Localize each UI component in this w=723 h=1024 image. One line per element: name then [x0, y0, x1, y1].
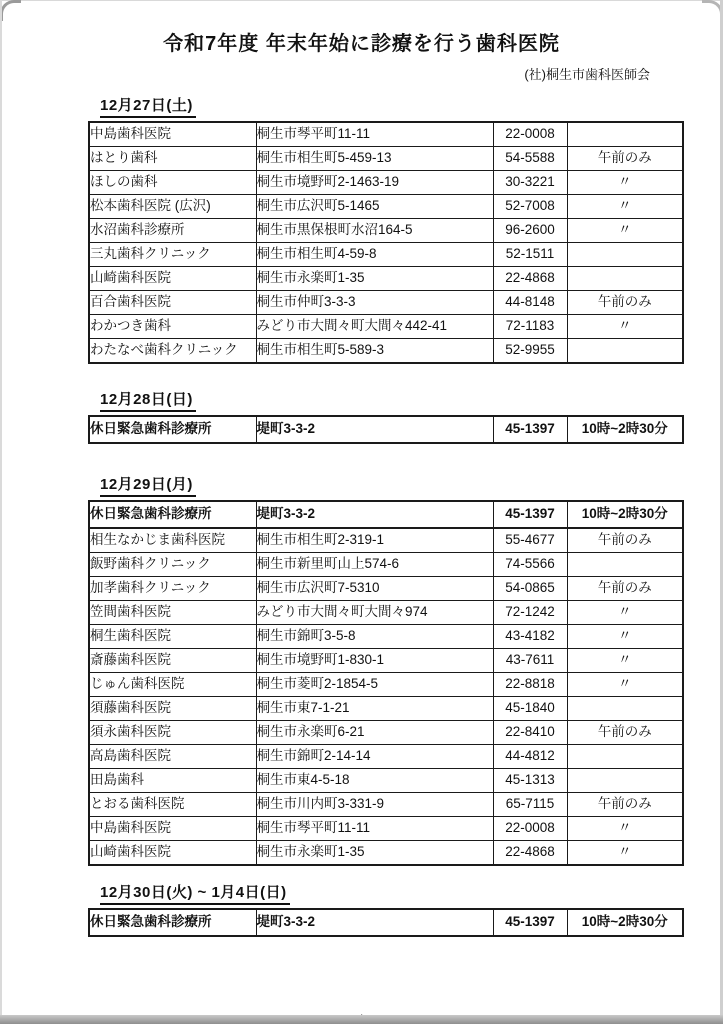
address-cell: 桐生市錦町3-5-8 — [256, 625, 493, 649]
hours-cell: 午前のみ — [567, 528, 683, 553]
table-row — [89, 315, 683, 339]
hours-cell: 午前のみ — [567, 721, 683, 745]
table-row — [89, 721, 683, 745]
address-cell: 桐生市永楽町1-35 — [256, 841, 493, 866]
hours-cell: 〃 — [567, 673, 683, 697]
address-cell: 桐生市川内町3-331-9 — [256, 793, 493, 817]
table-row — [89, 339, 683, 364]
address-cell: 堤町3-3-2 — [256, 909, 493, 936]
phone-cell: 22-0008 — [493, 122, 567, 147]
phone-cell: 52-7008 — [493, 195, 567, 219]
hours-cell: 午前のみ — [567, 291, 683, 315]
phone-cell: 22-4868 — [493, 841, 567, 866]
scan-corner-top-left — [0, 0, 21, 21]
clinic-name-cell: わたなべ歯科クリニック — [89, 339, 256, 364]
hours-cell — [567, 745, 683, 769]
table-row — [89, 528, 683, 553]
clinic-name-cell: 中島歯科医院 — [89, 817, 256, 841]
address-cell: 桐生市琴平町11-11 — [256, 817, 493, 841]
clinic-name-cell: 山崎歯科医院 — [89, 841, 256, 866]
address-cell: 桐生市境野町2-1463-19 — [256, 171, 493, 195]
address-cell: 桐生市境野町1-830-1 — [256, 649, 493, 673]
phone-cell: 43-4182 — [493, 625, 567, 649]
hours-cell: 〃 — [567, 841, 683, 866]
address-cell: 桐生市相生町5-459-13 — [256, 147, 493, 171]
clinic-name-cell: 中島歯科医院 — [89, 122, 256, 147]
address-cell: 桐生市広沢町7-5310 — [256, 577, 493, 601]
phone-cell: 52-9955 — [493, 339, 567, 364]
address-cell: 桐生市錦町2-14-14 — [256, 745, 493, 769]
phone-cell: 45-1313 — [493, 769, 567, 793]
table-row — [89, 122, 683, 147]
section-dec27 — [88, 94, 682, 364]
hours-cell: 午前のみ — [567, 577, 683, 601]
hours-cell — [567, 553, 683, 577]
clinic-table-dec27 — [88, 121, 684, 364]
clinic-name-cell: 斎藤歯科医院 — [89, 649, 256, 673]
date-heading-dec29: 12月29日(月) — [100, 473, 196, 497]
clinic-name-cell: 須永歯科医院 — [89, 721, 256, 745]
clinic-name-cell: 休日緊急歯科診療所 — [89, 416, 256, 443]
clinic-name-cell: 桐生歯科医院 — [89, 625, 256, 649]
clinic-name-cell: 飯野歯科クリニック — [89, 553, 256, 577]
phone-cell: 43-7611 — [493, 649, 567, 673]
hours-cell — [567, 769, 683, 793]
phone-cell: 22-4868 — [493, 267, 567, 291]
table-row — [89, 195, 683, 219]
table-row — [89, 769, 683, 793]
phone-cell: 45-1397 — [493, 501, 567, 528]
clinic-name-cell: 百合歯科医院 — [89, 291, 256, 315]
hours-cell: 10時~2時30分 — [567, 501, 683, 528]
date-heading-dec30-jan4: 12月30日(火) ~ 1月4日(日) — [100, 881, 290, 905]
table-row — [89, 416, 683, 443]
hours-cell: 〃 — [567, 219, 683, 243]
table-row — [89, 697, 683, 721]
table-row — [89, 841, 683, 866]
table-row — [89, 501, 683, 528]
phone-cell: 72-1183 — [493, 315, 567, 339]
table-row — [89, 793, 683, 817]
address-cell: 桐生市新里町山上574-6 — [256, 553, 493, 577]
hours-cell: 午前のみ — [567, 793, 683, 817]
table-row — [89, 553, 683, 577]
date-heading-dec27: 12月27日(土) — [100, 94, 196, 118]
address-cell: 桐生市東7-1-21 — [256, 697, 493, 721]
clinic-table-dec29 — [88, 500, 684, 866]
clinic-name-cell: 笠間歯科医院 — [89, 601, 256, 625]
phone-cell: 45-1840 — [493, 697, 567, 721]
hours-cell: 〃 — [567, 649, 683, 673]
clinic-name-cell: 相生なかじま歯科医院 — [89, 528, 256, 553]
address-cell: 桐生市永楽町6-21 — [256, 721, 493, 745]
phone-cell: 74-5566 — [493, 553, 567, 577]
page-title: 令和7年度 年末年始に診療を行う歯科医院 — [163, 33, 560, 55]
address-cell: みどり市大間々町大間々442-41 — [256, 315, 493, 339]
table-row — [89, 267, 683, 291]
clinic-table-dec28 — [88, 415, 684, 444]
clinic-name-cell: ほしの歯科 — [89, 171, 256, 195]
hours-cell — [567, 243, 683, 267]
clinic-name-cell: とおる歯科医院 — [89, 793, 256, 817]
phone-cell: 44-8148 — [493, 291, 567, 315]
phone-cell: 72-1242 — [493, 601, 567, 625]
hours-cell — [567, 697, 683, 721]
hours-cell: 〃 — [567, 601, 683, 625]
hours-cell: 10時~2時30分 — [567, 909, 683, 936]
clinic-name-cell: 水沼歯科診療所 — [89, 219, 256, 243]
table-row — [89, 147, 683, 171]
hours-cell — [567, 122, 683, 147]
hours-cell — [567, 267, 683, 291]
address-cell: 桐生市仲町3-3-3 — [256, 291, 493, 315]
phone-cell: 54-5588 — [493, 147, 567, 171]
hours-cell — [567, 339, 683, 364]
address-cell: 桐生市琴平町11-11 — [256, 122, 493, 147]
table-row — [89, 601, 683, 625]
address-cell: 桐生市相生町5-589-3 — [256, 339, 493, 364]
table-row — [89, 625, 683, 649]
phone-cell: 22-8818 — [493, 673, 567, 697]
clinic-name-cell: 田島歯科 — [89, 769, 256, 793]
address-cell: 桐生市広沢町5-1465 — [256, 195, 493, 219]
section-dec30-jan4 — [88, 881, 682, 937]
table-row — [89, 291, 683, 315]
clinic-name-cell: 松本歯科医院 (広沢) — [89, 195, 256, 219]
phone-cell: 44-4812 — [493, 745, 567, 769]
table-row — [89, 243, 683, 267]
clinic-name-cell: 高島歯科医院 — [89, 745, 256, 769]
address-cell: みどり市大間々町大間々974 — [256, 601, 493, 625]
date-heading-dec28: 12月28日(日) — [100, 388, 196, 412]
address-cell: 桐生市東4-5-18 — [256, 769, 493, 793]
clinic-name-cell: じゅん歯科医院 — [89, 673, 256, 697]
scan-edge-left — [0, 0, 2, 1015]
scan-edge-bottom — [0, 1015, 723, 1024]
table-row — [89, 577, 683, 601]
phone-cell: 65-7115 — [493, 793, 567, 817]
hours-cell: 〃 — [567, 195, 683, 219]
address-cell: 桐生市黒保根町水沼164-5 — [256, 219, 493, 243]
clinic-name-cell: 須藤歯科医院 — [89, 697, 256, 721]
table-row — [89, 909, 683, 936]
hours-cell: 〃 — [567, 171, 683, 195]
clinic-name-cell: わかつき歯科 — [89, 315, 256, 339]
clinic-name-cell: はとり歯科 — [89, 147, 256, 171]
table-row — [89, 745, 683, 769]
phone-cell: 55-4677 — [493, 528, 567, 553]
phone-cell: 22-0008 — [493, 817, 567, 841]
address-cell: 桐生市相生町2-319-1 — [256, 528, 493, 553]
address-cell: 堤町3-3-2 — [256, 416, 493, 443]
phone-cell: 22-8410 — [493, 721, 567, 745]
phone-cell: 45-1397 — [493, 416, 567, 443]
hours-cell: 〃 — [567, 817, 683, 841]
table-row — [89, 649, 683, 673]
phone-cell: 30-3221 — [493, 171, 567, 195]
table-row — [89, 171, 683, 195]
table-row — [89, 817, 683, 841]
phone-cell: 54-0865 — [493, 577, 567, 601]
address-cell: 桐生市相生町4-59-8 — [256, 243, 493, 267]
clinic-name-cell: 休日緊急歯科診療所 — [89, 909, 256, 936]
clinic-table-dec30-jan4 — [88, 908, 684, 937]
clinic-name-cell: 休日緊急歯科診療所 — [89, 501, 256, 528]
clinic-name-cell: 山崎歯科医院 — [89, 267, 256, 291]
hours-cell: 10時~2時30分 — [567, 416, 683, 443]
hours-cell: 〃 — [567, 625, 683, 649]
table-row — [89, 219, 683, 243]
association-name: (社)桐生市歯科医師会 — [524, 67, 650, 82]
phone-cell: 96-2600 — [493, 219, 567, 243]
section-dec29 — [88, 473, 682, 866]
clinic-name-cell: 三丸歯科クリニック — [89, 243, 256, 267]
hours-cell: 〃 — [567, 315, 683, 339]
section-dec28 — [88, 388, 682, 444]
phone-cell: 52-1511 — [493, 243, 567, 267]
address-cell: 堤町3-3-2 — [256, 501, 493, 528]
table-row — [89, 673, 683, 697]
hours-cell: 午前のみ — [567, 147, 683, 171]
address-cell: 桐生市菱町2-1854-5 — [256, 673, 493, 697]
phone-cell: 45-1397 — [493, 909, 567, 936]
clinic-name-cell: 加孝歯科クリニック — [89, 577, 256, 601]
address-cell: 桐生市永楽町1-35 — [256, 267, 493, 291]
